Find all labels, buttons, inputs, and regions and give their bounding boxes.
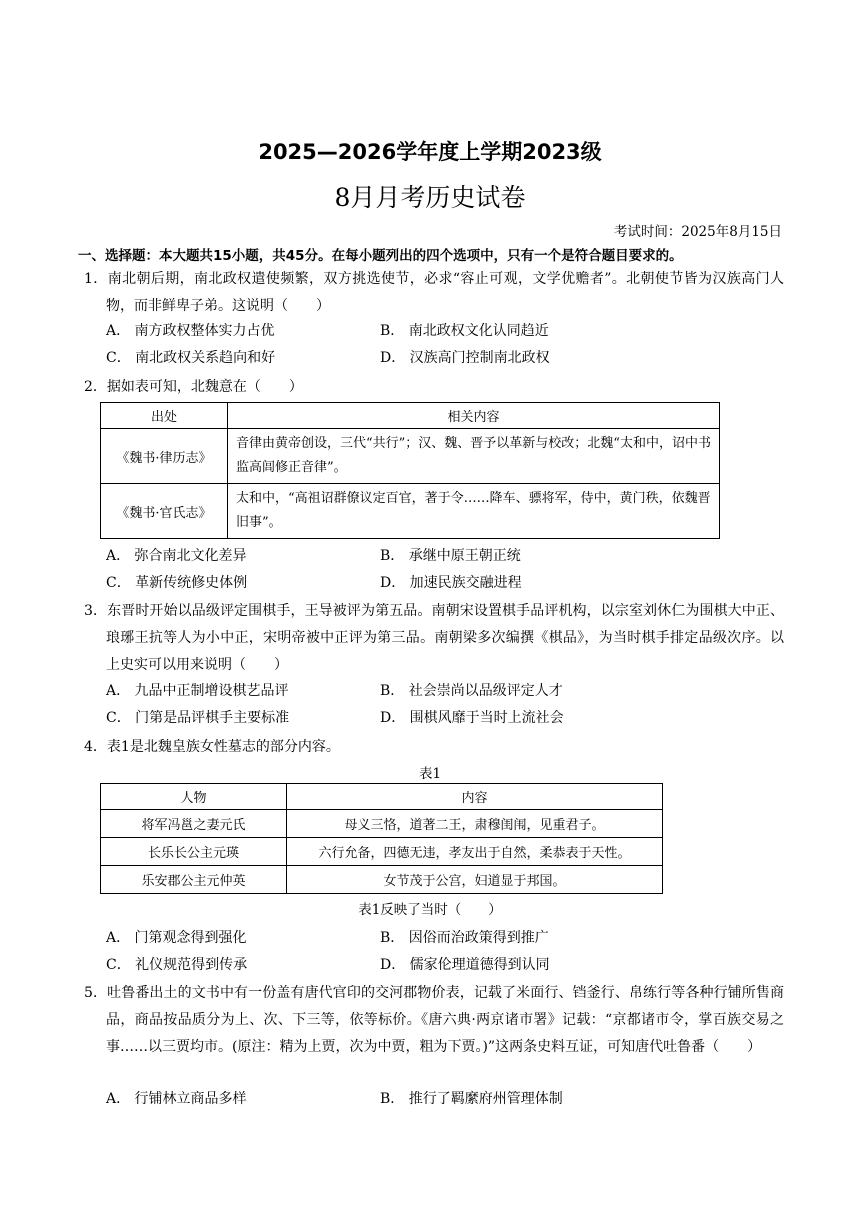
table-cell: 将军冯邕之妻元氏 xyxy=(101,810,287,838)
option-c: C． 革新传统修史体例 xyxy=(106,575,248,591)
option-d: D． 围棋风靡于当时上流社会 xyxy=(380,710,564,726)
table-cell: 太和中，“高祖诏群僚议定百官，著于令……降车、骠将军，侍中，黄门秩，依魏晋旧事”。 xyxy=(228,484,720,539)
question-4 xyxy=(84,734,784,761)
question-number: 5． xyxy=(84,985,108,1001)
section-heading: 一、选择题：本大题共15小题，共45分。在每小题列出的四个选项中，只有一个是符合题目要求的。 xyxy=(78,248,683,264)
option-b: B． 承继中原王朝正统 xyxy=(380,548,521,564)
question-number: 2． xyxy=(84,379,107,395)
table-header: 出处 xyxy=(101,403,228,429)
table-header: 相关内容 xyxy=(228,403,720,429)
table-cell: 乐安郡公主元仲英 xyxy=(101,866,287,894)
question-text: 吐鲁番出土的文书中有一份盖有唐代官印的交河郡物价表，记载了米面行、铛釜行、帛练行等各种行铺所售商品，商品按品质分为上、次、下三等，依等标价。《唐六典·两京诸市署》记载：“京都诸市令，掌百族交易之事……以三贾均市。(原注：精为上贾，次为中贾，粗为下贾。)”这两条史料互证，可知唐代吐鲁番（ ） xyxy=(106,985,784,1055)
question-5 xyxy=(84,980,784,1061)
table-cell: 六行允备，四德无违，孝友出于自然，柔恭表于天性。 xyxy=(287,838,663,866)
table-header: 内容 xyxy=(287,784,663,810)
exam-title-line1: 2025—2026学年度上学期2023级 xyxy=(258,140,602,164)
option-b: B． 因俗而治政策得到推广 xyxy=(380,930,549,946)
table-cell: 女节茂于公宫，妇道显于邦国。 xyxy=(287,866,663,894)
question-text: 南北朝后期，南北政权遣使频繁，双方挑选使节，必求“容止可观，文学优赡者”。北朝使节皆为汉族高门人物，而非鲜卑子弟。这说明（ ） xyxy=(106,271,784,314)
table-cell: 母义三恪，道著二王，肃穆闺闱，见重君子。 xyxy=(287,810,663,838)
table-note: 表1反映了当时（ ） xyxy=(358,902,502,918)
table-cell: 长乐长公主元瑛 xyxy=(101,838,287,866)
question-2-table xyxy=(100,402,720,539)
question-4-table xyxy=(100,783,663,894)
question-3 xyxy=(84,598,784,679)
option-c: C． 礼仪规范得到传承 xyxy=(106,957,248,973)
table-cell: 《魏书·律历志》 xyxy=(101,429,228,484)
question-text: 表1是北魏皇族女性墓志的部分内容。 xyxy=(106,739,340,755)
option-d: D． 加速民族交融进程 xyxy=(380,575,522,591)
question-number: 1． xyxy=(84,271,108,287)
option-c: C． 门第是品评棋手主要标准 xyxy=(106,710,290,726)
table-header: 人物 xyxy=(101,784,287,810)
question-1 xyxy=(84,266,784,320)
question-text: 东晋时开始以品级评定围棋手，王导被评为第五品。南朝宋设置棋手品评机构，以宗室刘休仁为围棋大中正、琅琊王抗等人为小中正，宋明帝被中正评为第三品。南朝梁多次编撰《棋品》，为当时棋手排定品级次序。以上史实可以用来说明（ ） xyxy=(106,603,784,673)
option-a: A． 九品中正制增设棋艺品评 xyxy=(106,683,289,699)
option-a: A． 弥合南北文化差异 xyxy=(106,548,247,564)
table-title: 表1 xyxy=(418,766,442,782)
table-cell: 《魏书·官氏志》 xyxy=(101,484,228,539)
question-text: 据如表可知，北魏意在（ ） xyxy=(106,379,303,395)
option-a: A． 门第观念得到强化 xyxy=(106,930,247,946)
question-number: 3． xyxy=(84,603,108,619)
option-b: B． 推行了羁縻府州管理体制 xyxy=(380,1091,563,1107)
option-c: C． 南北政权关系趋向和好 xyxy=(106,350,276,366)
exam-title-line2: 8月月考历史试卷 xyxy=(334,183,526,212)
option-a: A． 行铺林立商品多样 xyxy=(106,1091,247,1107)
exam-time: 考试时间：2025年8月15日 xyxy=(613,224,782,240)
table-cell: 音律由黄帝创设，三代“共行”；汉、魏、晋予以革新与校改；北魏“太和中，诏中书监高闾修正音律”。 xyxy=(228,429,720,484)
option-b: B． 南北政权文化认同趋近 xyxy=(380,323,549,339)
option-d: D． 儒家伦理道德得到认同 xyxy=(380,957,550,973)
option-b: B． 社会崇尚以品级评定人才 xyxy=(380,683,563,699)
option-a: A． 南方政权整体实力占优 xyxy=(106,323,275,339)
question-2 xyxy=(84,374,784,401)
question-number: 4． xyxy=(84,739,107,755)
option-d: D． 汉族高门控制南北政权 xyxy=(380,350,550,366)
